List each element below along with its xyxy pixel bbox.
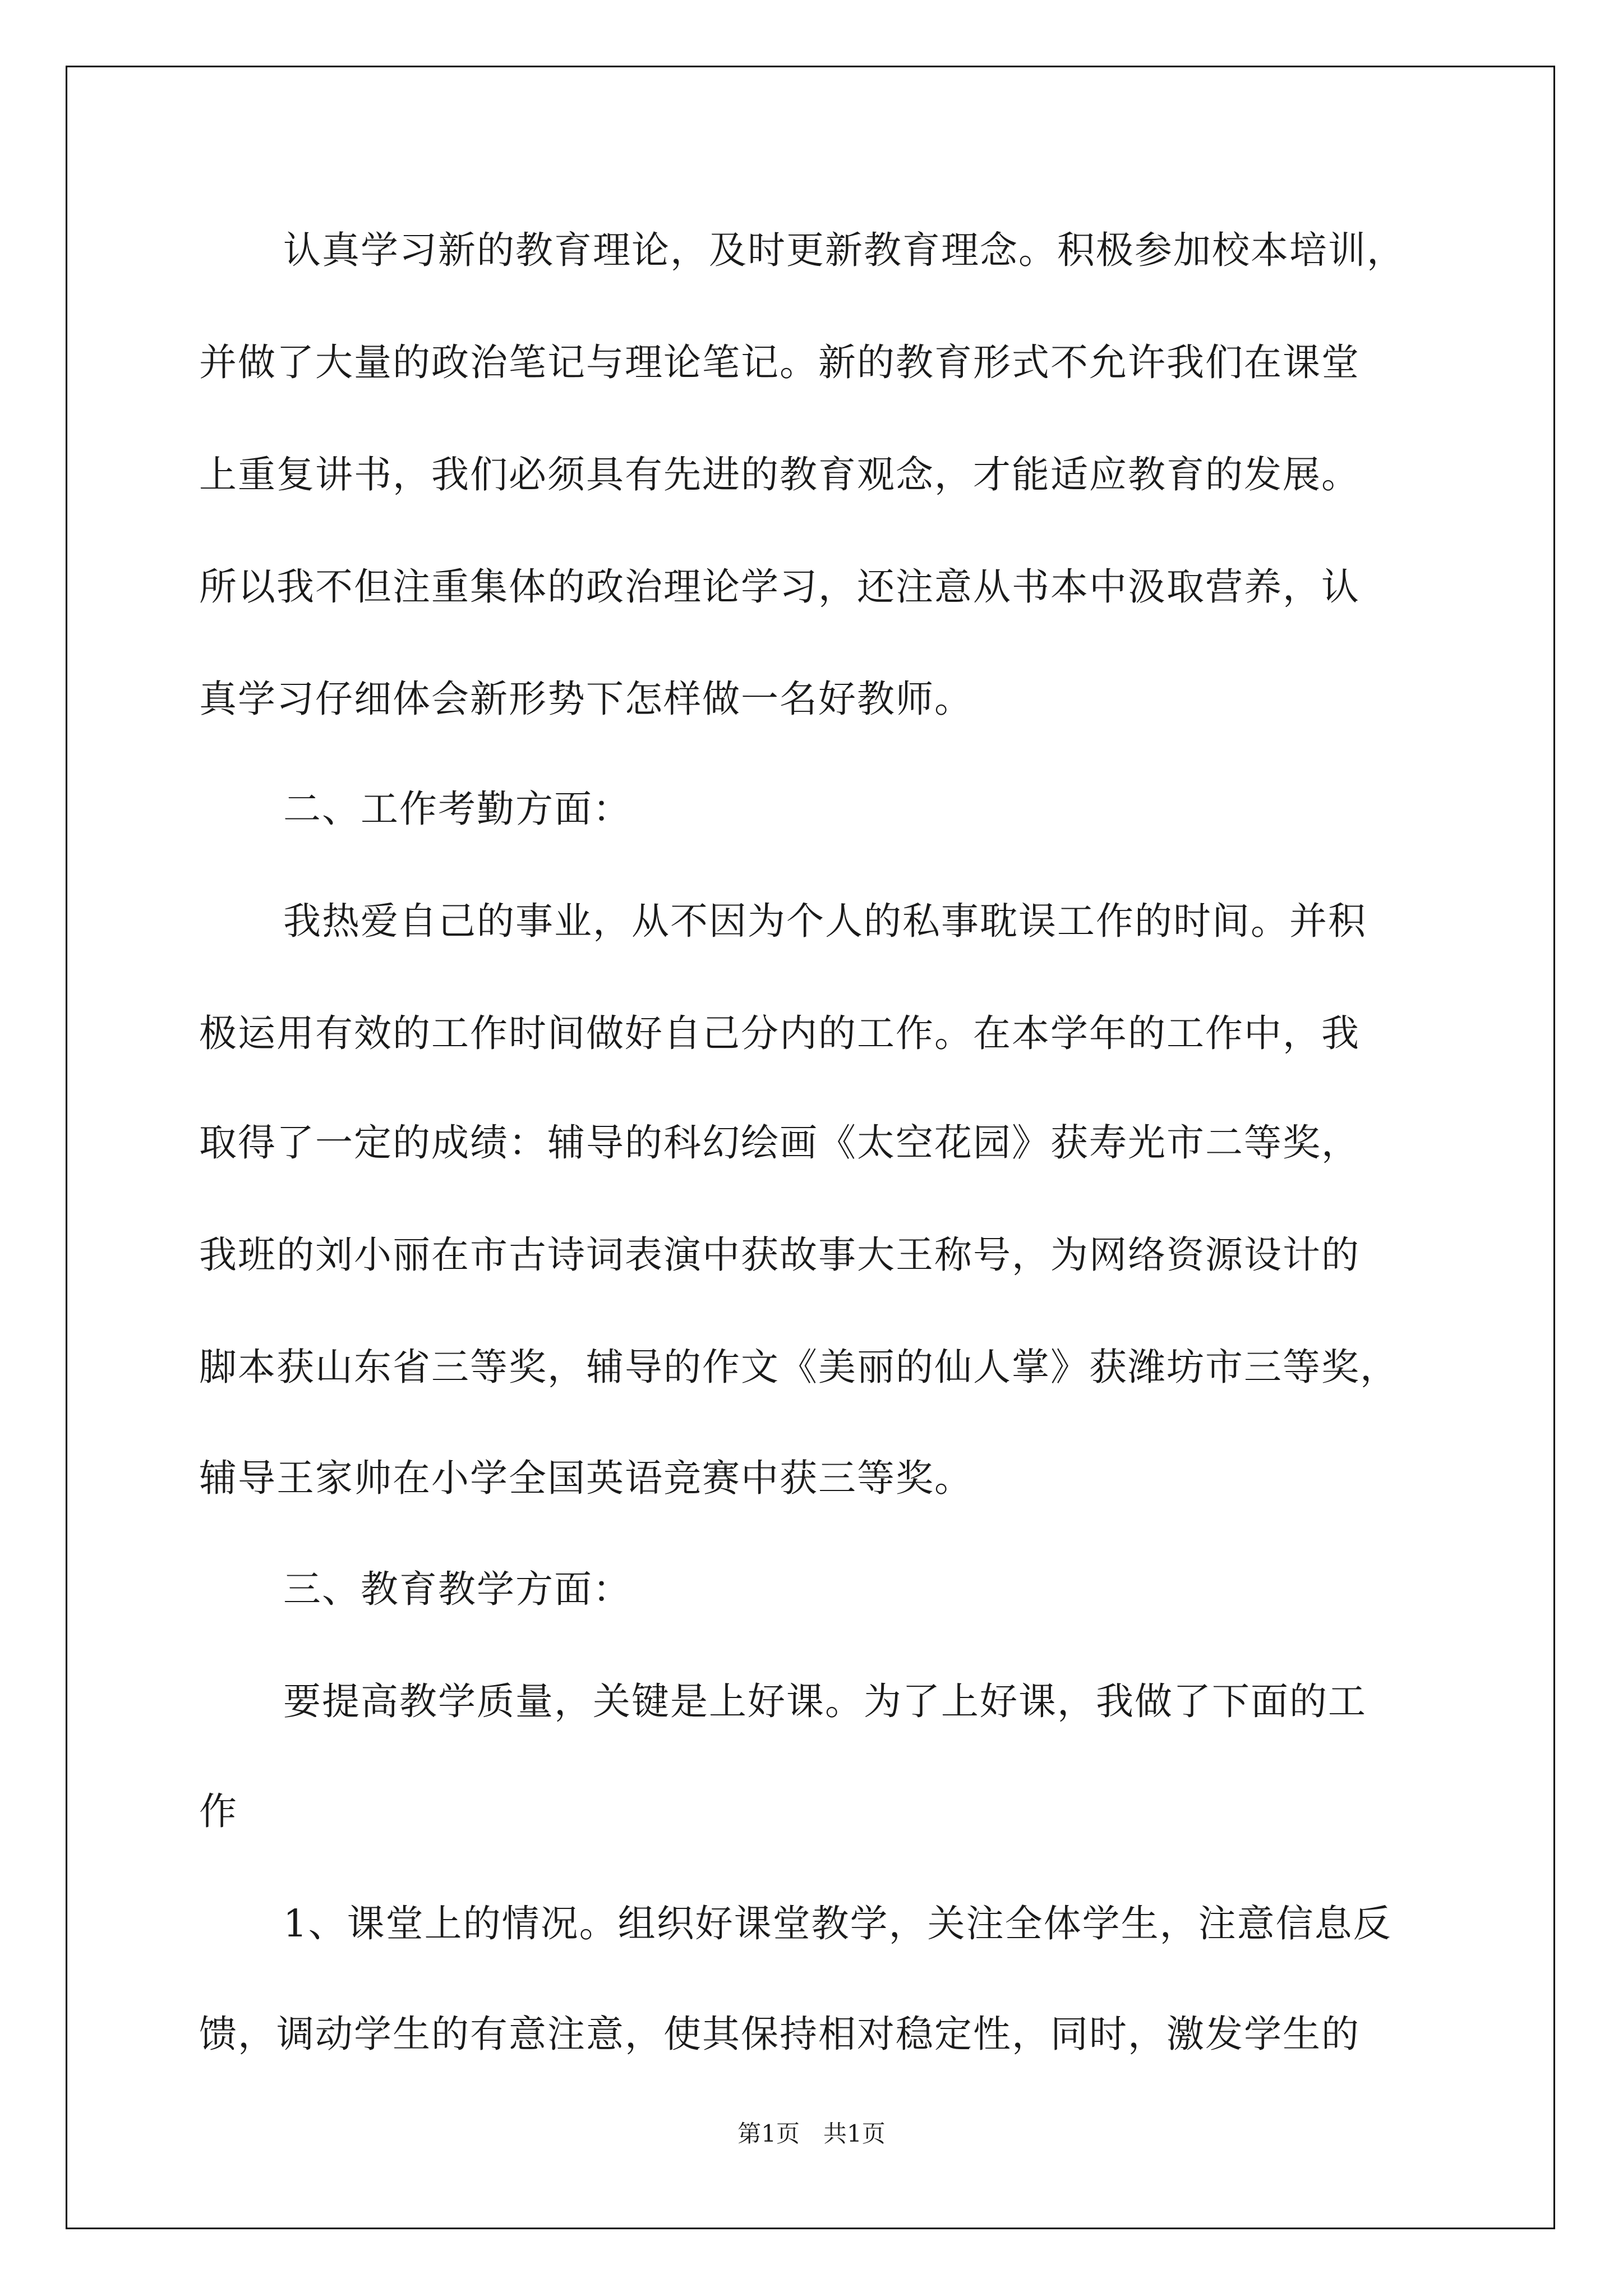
section-heading: 三、教育教学方面：: [283, 1567, 631, 1611]
paragraph-line: 并做了大量的政治笔记与理论笔记。新的教育形式不允许我们在课堂: [199, 341, 1360, 384]
paragraph-line: 脚本获山东省三等奖，辅导的作文《美丽的仙人掌》获潍坊市三等奖，: [199, 1345, 1399, 1389]
paragraph-line: 我班的刘小丽在市古诗词表演中获故事大王称号，为网络资源设计的: [199, 1233, 1360, 1277]
paragraph-line: 认真学习新的教育理论，及时更新教育理念。积极参加校本培训，: [283, 228, 1405, 272]
paragraph-line: 辅导王家帅在小学全国英语竞赛中获三等奖。: [199, 1456, 973, 1500]
paragraph-line: 作: [199, 1789, 238, 1833]
paragraph-line: 馈，调动学生的有意注意，使其保持相对稳定性，同时，激发学生的: [199, 2012, 1360, 2056]
paragraph-line: 所以我不但注重集体的政治理论学习，还注意从书本中汲取营养，认: [199, 565, 1360, 609]
section-heading: 二、工作考勤方面：: [283, 787, 631, 831]
paragraph-line: 我热爱自己的事业，从不因为个人的私事耽误工作的时间。并积: [283, 899, 1367, 943]
paragraph-line: 极运用有效的工作时间做好自己分内的工作。在本学年的工作中，我: [199, 1011, 1360, 1055]
page-footer: 第1页 共1页: [737, 2120, 886, 2147]
paragraph-line: 真学习仔细体会新形势下怎样做一名好教师。: [199, 677, 973, 721]
paragraph-line: 取得了一定的成绩：辅导的科幻绘画《太空花园》获寿光市二等奖，: [199, 1121, 1360, 1165]
paragraph-line: 1、课堂上的情况。组织好课堂教学，关注全体学生，注意信息反: [283, 1902, 1392, 1945]
paragraph-line: 要提高教学质量，关键是上好课。为了上好课，我做了下面的工: [283, 1680, 1367, 1723]
paragraph-line: 上重复讲书，我们必须具有先进的教育观念，才能适应教育的发展。: [199, 453, 1360, 496]
